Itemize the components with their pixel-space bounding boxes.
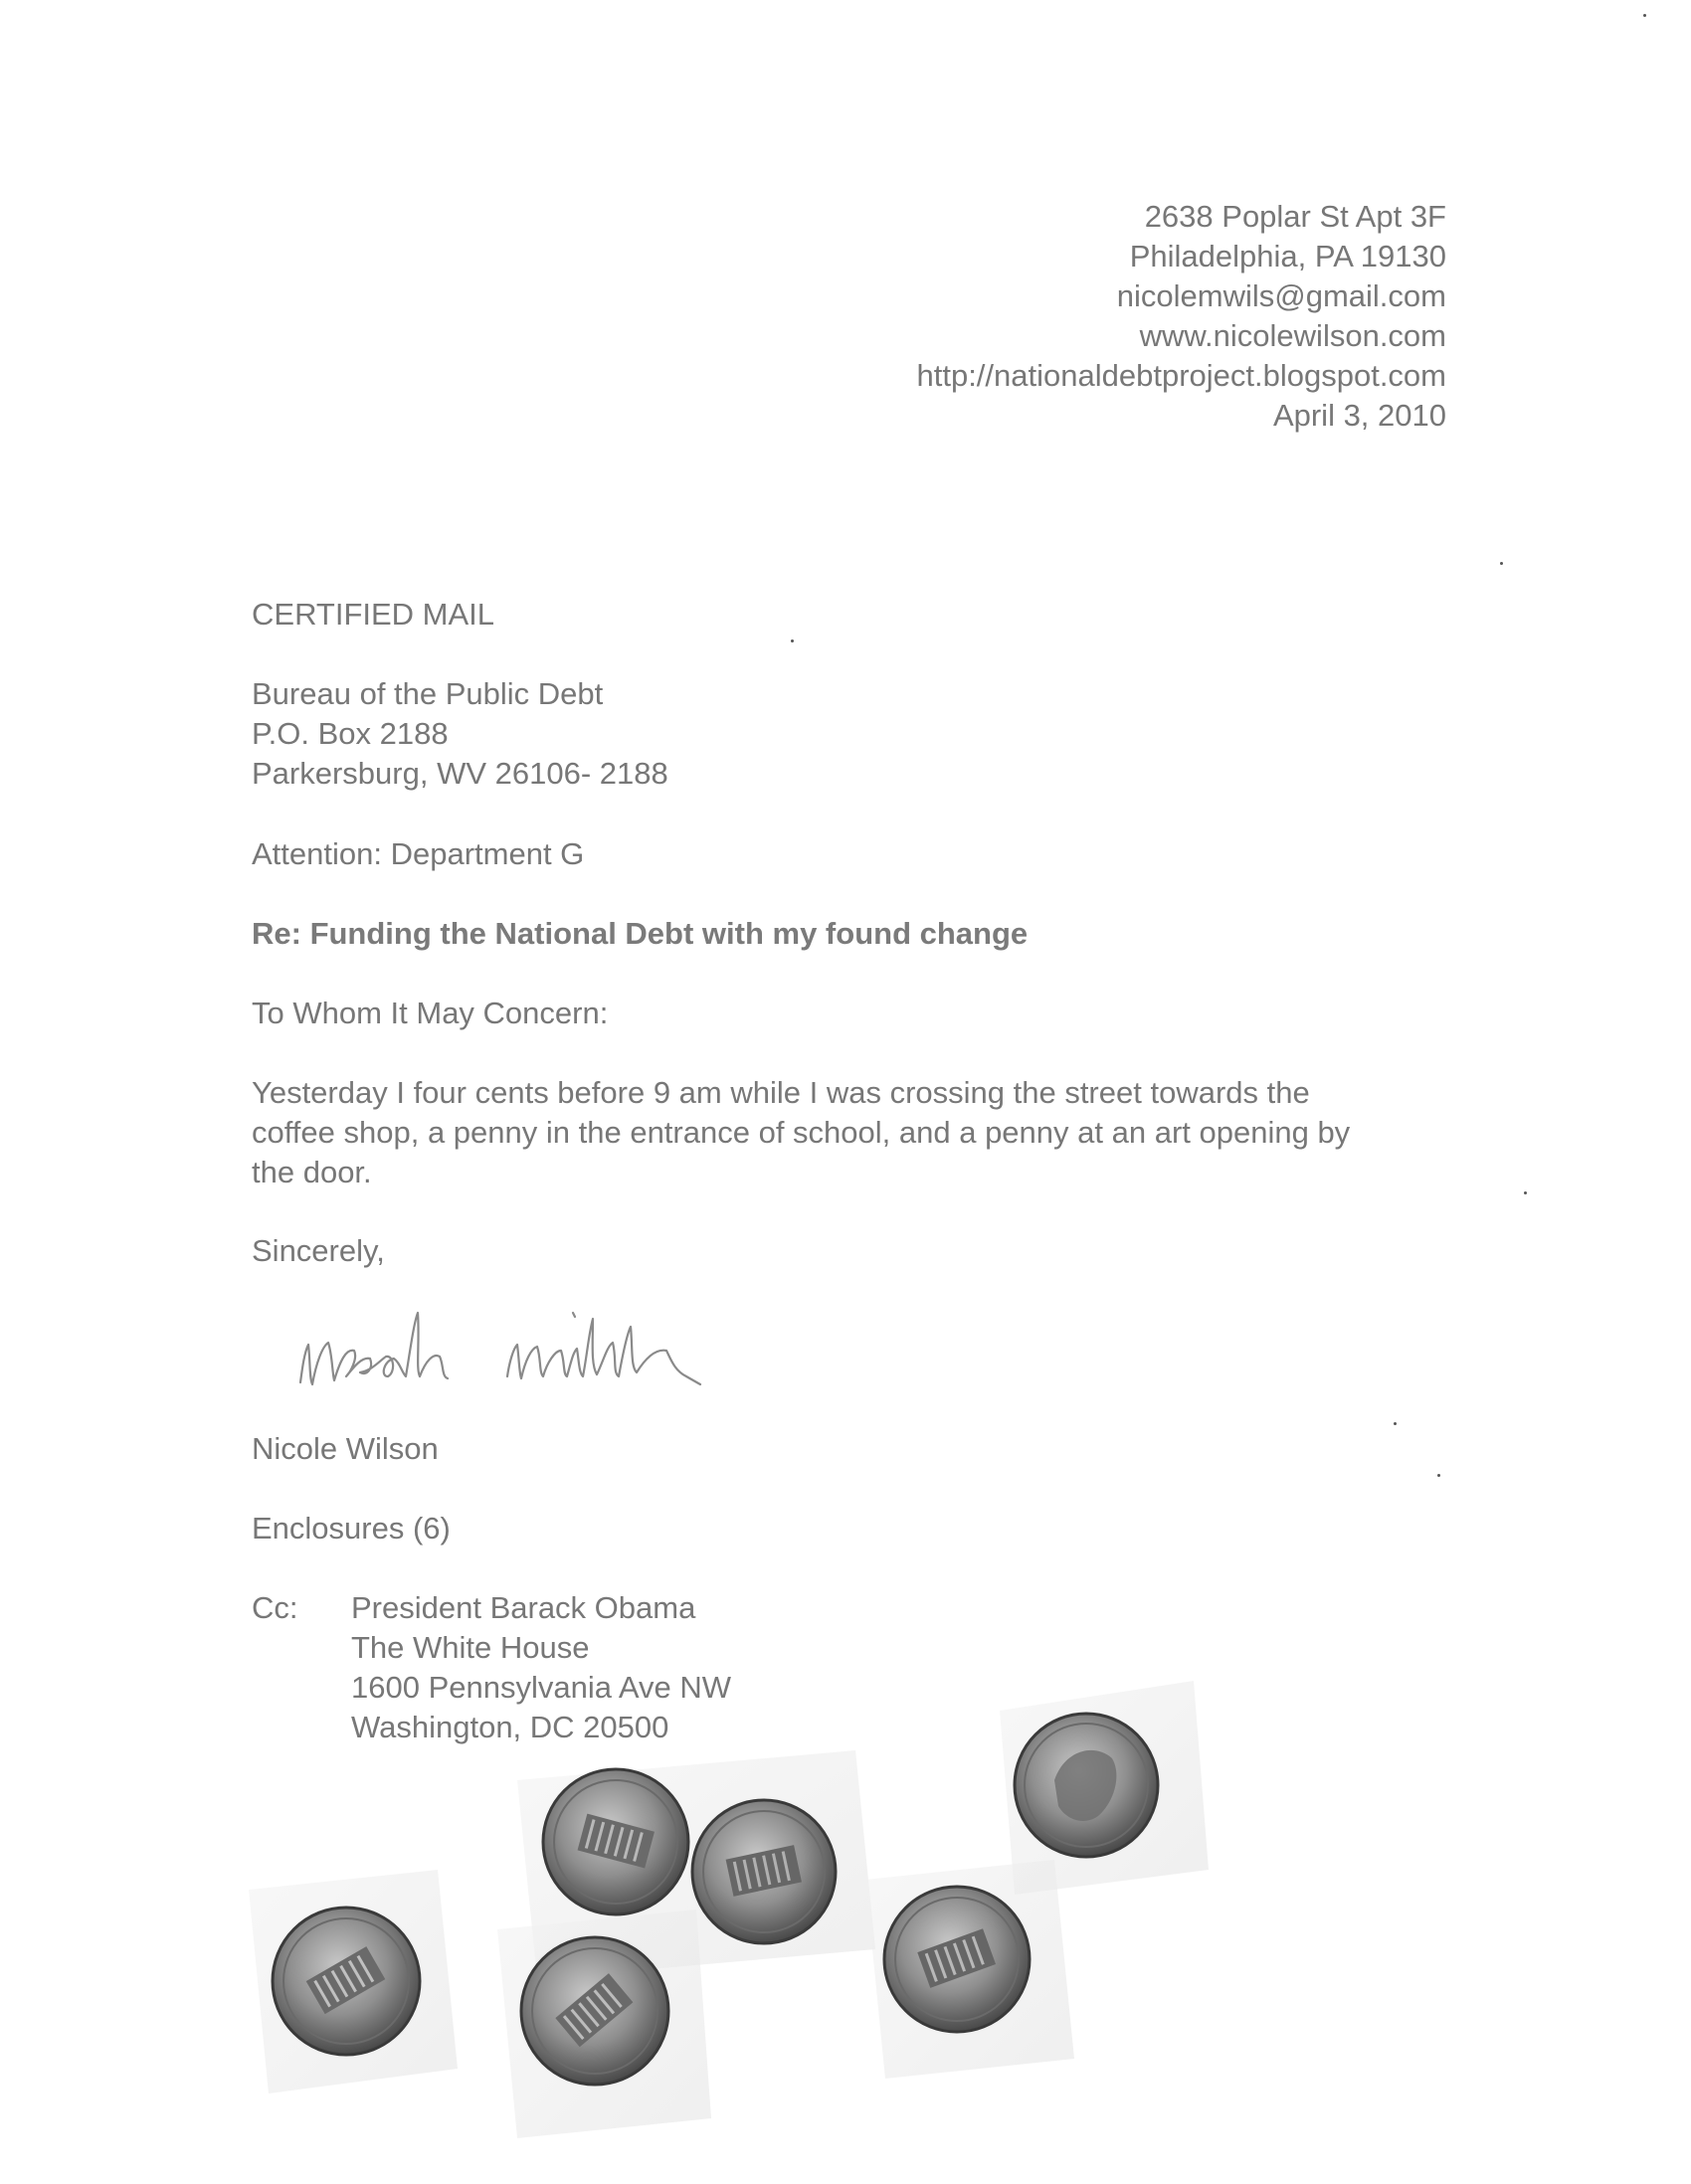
scan-speck — [1394, 1422, 1397, 1425]
sender-website: www.nicolewilson.com — [1139, 318, 1446, 353]
body-line: coffee shop, a penny in the entrance of school, and a penny at an art opening by — [252, 1115, 1351, 1150]
cc-street: 1600 Pennsylvania Ave NW — [351, 1670, 731, 1705]
signer-name: Nicole Wilson — [252, 1431, 439, 1466]
sender-address-block — [916, 197, 1446, 436]
penny-coin — [273, 1908, 420, 2055]
penny-coin — [521, 1937, 668, 2085]
penny-coin — [692, 1800, 836, 1943]
tape-strip — [497, 1910, 711, 2138]
subject-line: Re: Funding the National Debt with my found change — [252, 916, 1029, 951]
cc-city-line: Washington, DC 20500 — [351, 1710, 669, 1744]
recipient-address-block — [252, 674, 1455, 794]
handwritten-signature — [288, 1273, 885, 1402]
sender-city-line: Philadelphia, PA 19130 — [1129, 239, 1446, 273]
body-line: Yesterday I four cents before 9 am while I was crossing the street towards the — [252, 1075, 1310, 1110]
body-line: the door. — [252, 1155, 372, 1189]
tape-strip — [865, 1860, 1074, 2079]
sender-blog: http://nationaldebtproject.blogspot.com — [916, 358, 1446, 393]
scan-speck — [791, 639, 794, 642]
recipient-city-line: Parkersburg, WV 26106- 2188 — [252, 756, 668, 791]
recipient-name: Bureau of the Public Debt — [252, 676, 604, 711]
sender-email: nicolemwils@gmail.com — [1116, 278, 1446, 313]
sender-street: 2638 Poplar St Apt 3F — [1144, 199, 1446, 234]
tape-strip — [1000, 1681, 1209, 1895]
enclosures-line: Enclosures (6) — [252, 1511, 451, 1546]
letter-date: April 3, 2010 — [1272, 398, 1446, 433]
scan-speck — [1524, 1191, 1527, 1194]
cc-org: The White House — [351, 1630, 590, 1665]
body-paragraph — [252, 1073, 1455, 1192]
tape-strip — [517, 1750, 875, 1979]
scan-speck — [1437, 1474, 1440, 1477]
closing: Sincerely, — [252, 1233, 385, 1268]
certified-mail-notice: CERTIFIED MAIL — [252, 597, 495, 632]
scan-speck — [1500, 562, 1503, 565]
tape-strip — [249, 1870, 458, 2093]
salutation: To Whom It May Concern: — [252, 996, 609, 1030]
cc-label: Cc: — [252, 1590, 298, 1625]
recipient-po-box: P.O. Box 2188 — [252, 716, 449, 751]
penny-coin — [1015, 1714, 1158, 1857]
cc-address — [351, 1588, 731, 1747]
scan-speck — [1643, 14, 1646, 17]
penny-coin — [543, 1769, 688, 1914]
penny-coin — [884, 1887, 1030, 2032]
attention-line: Attention: Department G — [252, 836, 585, 871]
cc-name: President Barack Obama — [351, 1590, 696, 1625]
